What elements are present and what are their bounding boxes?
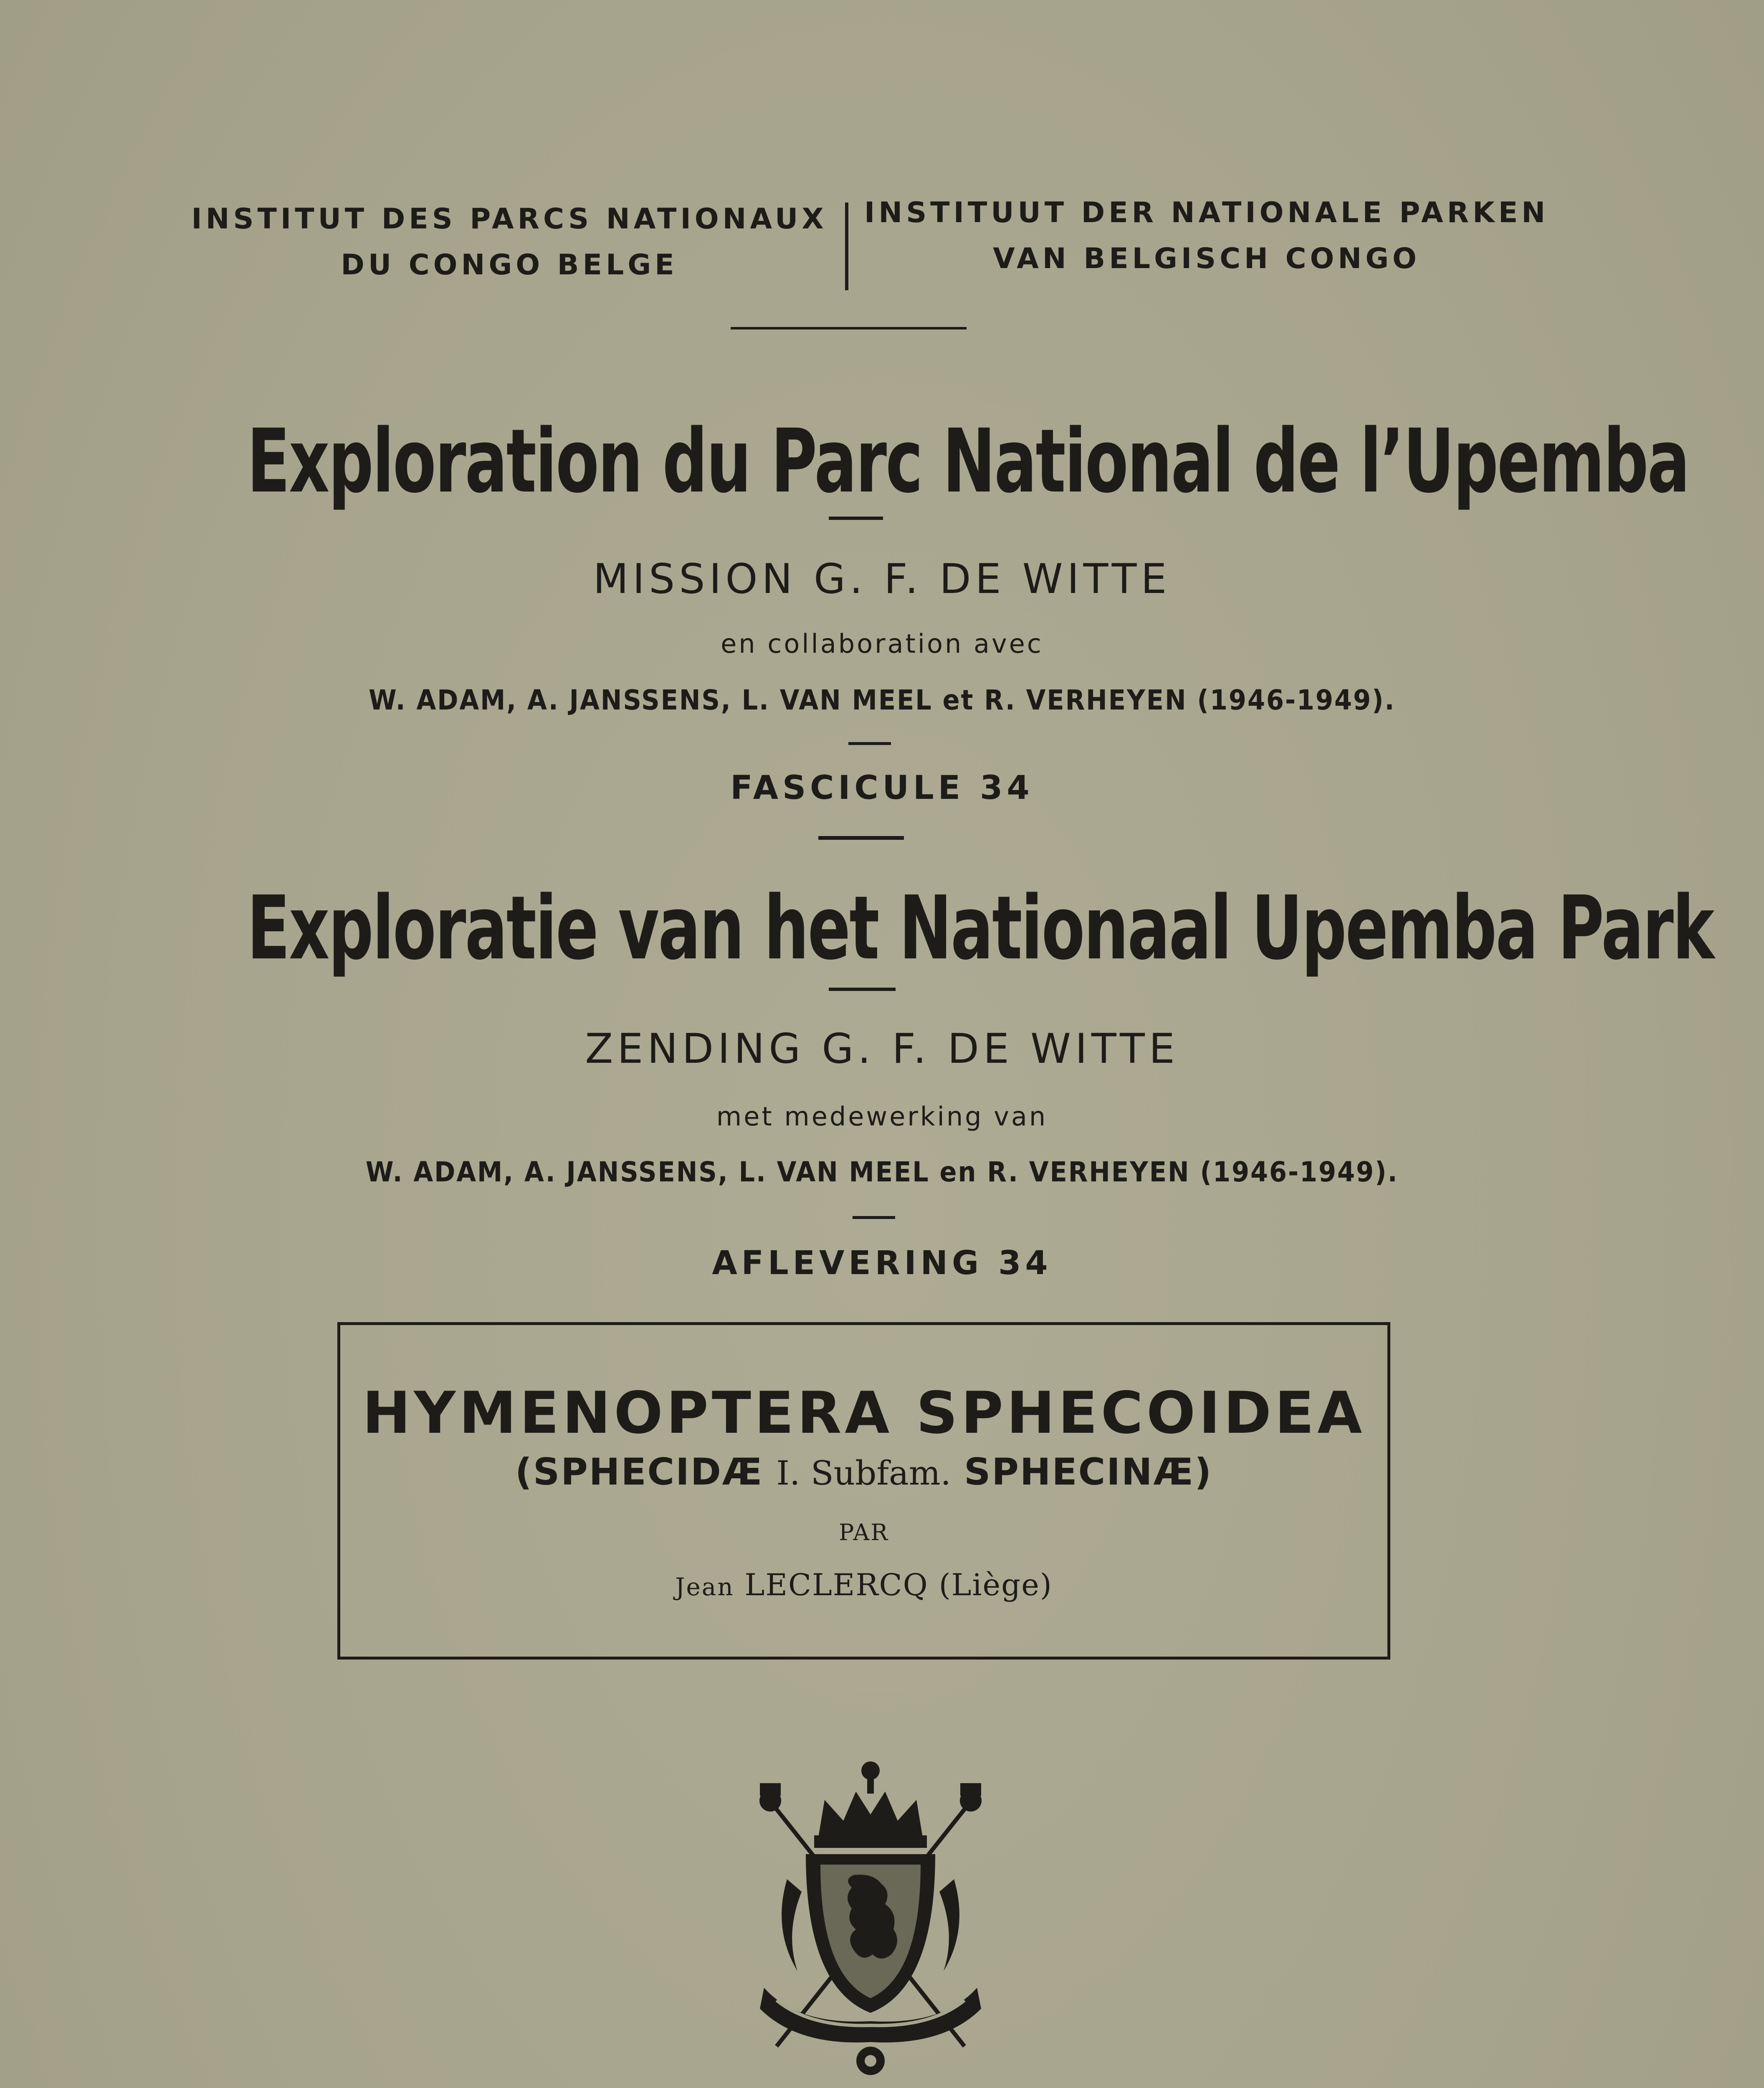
french-collaboration: en collaboration avec (721, 628, 1043, 659)
header-right-line1: INSTITUUT DER NATIONALE PARKEN (864, 196, 1549, 229)
author-last-name: LECLERCQ (744, 1567, 929, 1602)
work-title: HYMENOPTERA SPHECOIDEA (362, 1379, 1366, 1447)
work-subtitle-subfamily-name: SPHECINÆ) (964, 1450, 1213, 1493)
dutch-authors: W. ADAM, A. JANSSENS, L. VAN MEEL en R. VERHEYEN (1946-1949). (365, 1156, 1399, 1188)
french-fascicule: FASCICULE 34 (730, 769, 1034, 807)
rule (848, 742, 891, 745)
rule (818, 836, 904, 840)
header-rule (731, 327, 967, 329)
rule (829, 517, 883, 520)
coat-of-arms-icon (747, 1754, 994, 2080)
author-first-name: Jean (675, 1573, 734, 1601)
header-left-line1: INSTITUT DES PARCS NATIONAUX (191, 203, 828, 236)
work-title-box (337, 1322, 1390, 1660)
work-subtitle-family: (SPHECIDÆ (515, 1450, 764, 1493)
work-subtitle (340, 1450, 1387, 1493)
dutch-collaboration: met medewerking van (716, 1101, 1048, 1132)
header-left-line2: DU CONGO BELGE (341, 248, 678, 281)
dutch-title: Exploratie van het Nationaal Upemba Park (247, 877, 1713, 979)
rule (829, 988, 896, 991)
header-right (864, 190, 1549, 282)
french-authors: W. ADAM, A. JANSSENS, L. VAN MEEL et R. VERHEYEN (1946-1949). (368, 684, 1396, 716)
french-mission: MISSION G. F. DE WITTE (593, 555, 1171, 603)
par-label: PAR (838, 1519, 889, 1546)
header-right-line2: VAN BELGISCH CONGO (993, 242, 1420, 275)
dutch-fascicule: AFLEVERING 34 (712, 1244, 1052, 1282)
header-left (175, 196, 843, 288)
author-place: (Liège) (939, 1567, 1053, 1602)
dutch-mission: ZENDING G. F. DE WITTE (585, 1025, 1179, 1073)
work-subtitle-subfamily: I. Subfam. (776, 1454, 951, 1493)
rule (853, 1216, 895, 1219)
author-line (340, 1567, 1387, 1602)
french-title: Exploration du Parc National de l’Upemba (247, 410, 1689, 512)
header-divider (845, 203, 848, 290)
